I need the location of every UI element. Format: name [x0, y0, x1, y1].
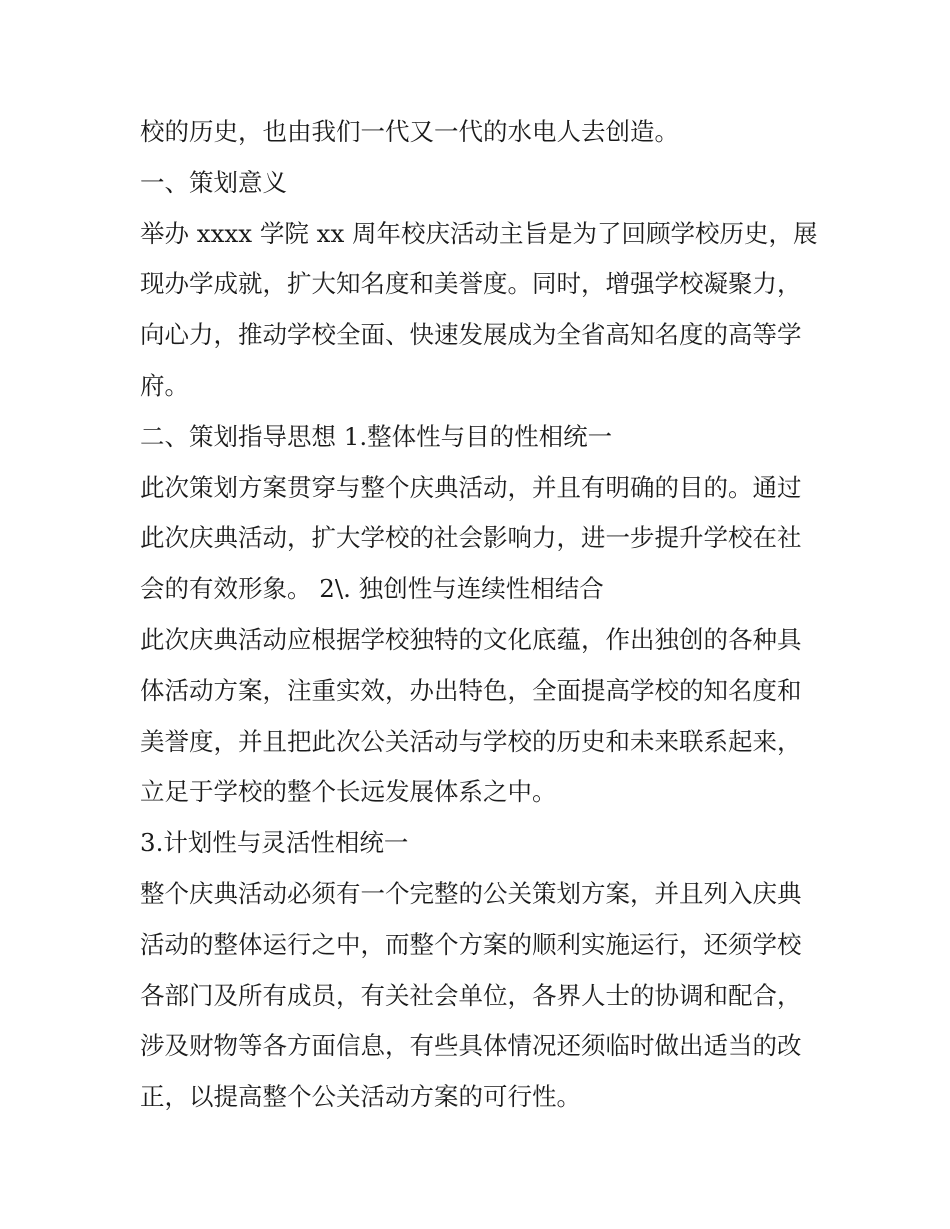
paragraph-line: 现办学成就，扩大知名度和美誉度。同时，增强学校凝聚力，	[140, 269, 802, 299]
paragraph-line: 会的有效形象。 2\. 独创性与连续性相结合	[140, 574, 604, 604]
document-body	[140, 107, 820, 1123]
section-heading-guiding-ideas: 二、策划指导思想 1.整体性与目的性相统一	[140, 421, 613, 451]
paragraph-line: 此次庆典活动应根据学校独特的文化底蕴，作出独创的各种具	[140, 624, 802, 654]
section-heading-planning-significance: 一、策划意义	[140, 167, 287, 197]
paragraph-line: 举办 xxxx 学院 xx 周年校庆活动主旨是为了回顾学校历史，展	[140, 218, 818, 248]
text-line-continuation: 校的历史，也由我们一代又一代的水电人去创造。	[140, 117, 679, 146]
subheading-planning-flexibility: 3.计划性与灵活性相统一	[140, 828, 409, 858]
paragraph-line: 立足于学校的整个长远发展体系之中。	[140, 777, 557, 807]
paragraph-line: 整个庆典活动必须有一个完整的公关策划方案，并且列入庆典	[140, 878, 802, 908]
paragraph-line: 各部门及所有成员，有关社会单位，各界人士的协调和配合，	[140, 980, 802, 1010]
paragraph-line: 活动的整体运行之中，而整个方案的顺利实施运行，还须学校	[140, 929, 802, 959]
paragraph-line: 正，以提高整个公关活动方案的可行性。	[140, 1082, 581, 1112]
paragraph-line: 此次策划方案贯穿与整个庆典活动，并且有明确的目的。通过	[140, 472, 802, 502]
paragraph-line: 涉及财物等各方面信息，有些具体情况还须临时做出适当的改	[140, 1031, 802, 1061]
paragraph-line: 向心力，推动学校全面、快速发展成为全省高知名度的高等学	[140, 320, 802, 350]
paragraph-line: 府。	[140, 370, 189, 400]
paragraph-line: 美誉度，并且把此次公关活动与学校的历史和未来联系起来，	[140, 726, 802, 756]
paragraph-line: 此次庆典活动，扩大学校的社会影响力，进一步提升学校在社	[140, 523, 802, 553]
paragraph-line: 体活动方案，注重实效，办出特色，全面提高学校的知名度和	[140, 675, 802, 705]
